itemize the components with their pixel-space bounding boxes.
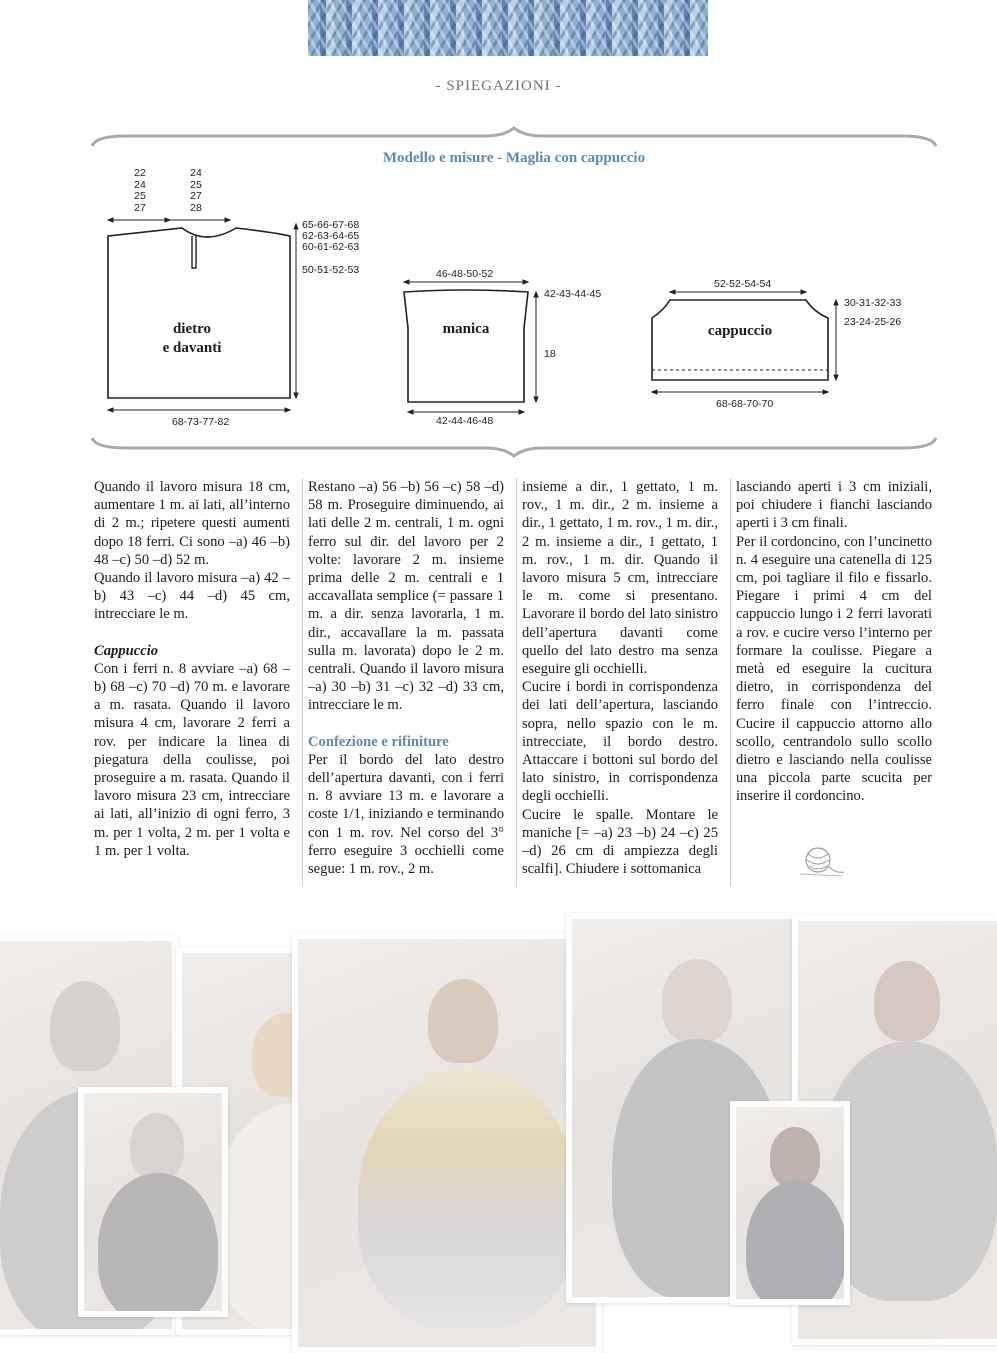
sleeve-outline — [404, 290, 528, 402]
shoulder-size: 27 — [134, 201, 146, 214]
sleeve-piece-label: manica — [442, 321, 490, 337]
paragraph: lasciando aperti i 3 cm iniziali, poi chiudere i fianchi lasciando aperti i 3 cm finali. — [736, 479, 932, 532]
shoulder-size: 22 — [134, 167, 146, 179]
paragraph: Restano –a) 56 –b) 56 –c) 58 –d) 58 m. Proseguire diminuendo, ai lati delle 2 m. centrali, 1 m. ogni ferro sul dir. del lavoro per 2 volte: lavorare 2 m. insieme prima delle 2 m. centrali e 1 accavallata semplice (= passare 1 m. a dir. senza lavorarla, 1 m. dir., accavallare la m. passata sulla m. lavorata) dopo le 2 m. centrali. Quando il lavoro misura –a) 30 –b) 31 –c) 32 –d) 33 cm, intrecciare le m. — [308, 479, 504, 714]
paragraph: Con i ferri n. 8 avviare –a) 68 –b) 68 –c) 70 –d) 70 m. e lavorare a m. rasata. Quando il lavoro misura 4 cm, lavorare 2 ferri a rov. per indicare la linea di piegatura della coulisse, poi proseguire a m. rasata. Quando il lavoro misura 23 cm, intrecciare ai lati, all’inizio di ogni ferro, 3 m. per 1 volta, 2 m. per 1 volta e 1 m. per 1 volta. — [94, 660, 290, 859]
sleeve-top-width: 46-48-50-52 — [436, 268, 494, 280]
body-width: 68-73-77-82 — [172, 416, 230, 428]
shoulder-size: 25 — [134, 190, 146, 202]
neck-sizes — [182, 168, 210, 214]
section-heading: - SPIEGAZIONI - — [435, 78, 562, 94]
model-photo — [730, 1101, 850, 1305]
body-armhole: 50-51-52-53 — [302, 264, 360, 276]
text-column-2 — [308, 478, 504, 888]
paragraph: Cucire i bordi in corrispondenza dei lati dell’apertura, lasciando sopra, nello spazio con le m. intrecciate, il bordo destro. Attaccare i bottoni sul bordo del lato sinistro, in corrispondenza degli occhielli. — [522, 679, 718, 805]
hood-piece-label: cappuccio — [707, 323, 773, 339]
column-divider — [302, 478, 303, 886]
body-neck-depth-1: 62-63-64-65 — [302, 230, 360, 242]
column-divider — [730, 478, 731, 886]
neck-size: 25 — [190, 178, 202, 191]
sleeve-cuff: 18 — [544, 348, 556, 360]
text-column-1 — [94, 478, 290, 888]
yarn-ball-icon — [796, 842, 848, 882]
photo-collage — [0, 905, 997, 1353]
sleeve-bottom-width: 42-44-46-48 — [436, 415, 494, 427]
paragraph: insieme a dir., 1 gettato, 1 m. rov., 1 m. dir., 2 m. insieme a dir., 1 gettato, 1 m. rov., 1 m. dir., 2 m. insieme a dir., 1 gettato, 1 m. rov., 1 m. dir. Quando il lavoro misura 5 cm, intrecciare le m. come si presentano. Lavorare il bordo del lato sinistro dell’apertura davanti come quello del lato destro ma senza eseguire gli occhielli. — [522, 479, 718, 678]
text-column-3 — [522, 478, 718, 888]
diagram-title: Modello e misure - Maglia con cappuccio — [382, 150, 646, 166]
body-piece-label: dietro e davanti — [162, 321, 222, 356]
paragraph: Per il cordoncino, con l’uncinetto n. 4 eseguire una catenella di 125 cm, poi tagliare il filo e fissarlo. Piegare i primi 4 cm del cappuccio lungo i 2 ferri lavorati a rov. e cucire verso l’interno per formare la coulisse. Piegare a metà ed eseguire la cucitura dietro, in corrispondenza del ferro finale con l’intreccio. Cucire il cappuccio attorno allo scollo, centrandolo sullo scollo dietro e lasciando nella coulisse una piccola parte scucita per inserire il cordoncino. — [736, 533, 932, 805]
diagram-drawing — [86, 124, 942, 460]
subheading-cappuccio: Cappuccio — [94, 642, 159, 659]
hood-top-width: 52-52-54-54 — [714, 278, 772, 290]
neck-size: 24 — [190, 167, 202, 179]
paragraph: Quando il lavoro misura –a) 42 –b) 43 –c) 44 –d) 45 cm, intrecciare le m. — [94, 570, 290, 623]
diagram-box — [86, 124, 942, 460]
shoulder-sizes — [126, 168, 154, 214]
paragraph: Quando il lavoro misura 18 cm, aumentare 1 m. ai lati, all’interno di 2 m.; ripetere questi aumenti dopo 18 ferri. Ci sono –a) 46 –b) 48 –c) 50 –d) 52 m. — [94, 479, 290, 568]
shoulder-size: 24 — [134, 178, 146, 191]
text-column-4 — [736, 478, 932, 888]
hood-side: 23-24-25-26 — [844, 316, 902, 328]
sleeve-length: 42-43-44-45 — [544, 288, 602, 300]
neck-size: 27 — [190, 190, 202, 202]
column-divider — [516, 478, 517, 886]
paragraph: Cucire le spalle. Montare le maniche [= –a) 23 –b) 24 –c) 25 –d) 26 cm di ampiezza degli scalfi]. Chiudere i sottomanica — [522, 806, 718, 878]
neck-size: 28 — [190, 201, 202, 214]
instructions-columns — [88, 478, 940, 888]
body-piece-outline — [108, 228, 290, 398]
body-neck-depth-2: 60-61-62-63 — [302, 241, 360, 253]
model-photo — [292, 933, 602, 1353]
body-total-length: 65-66-67-68 — [302, 219, 360, 231]
sleeve-dimension-lines — [404, 280, 538, 414]
hood-height: 30-31-32-33 — [844, 297, 902, 309]
subheading-confezione: Confezione e rifiniture — [308, 733, 449, 750]
hood-bottom-width: 68-68-70-70 — [716, 398, 774, 410]
knit-texture-banner — [308, 0, 708, 56]
paragraph: Per il bordo del lato destro dell’apertura davanti, con i ferri n. 8 avviare 13 m. e lavorare a coste 1/1, iniziando e terminando con 1 m. rov. Nel corso del 3° ferro eseguire 3 occhielli come segue: 1 m. rov., 2 m. — [308, 751, 504, 878]
body-dimension-lines — [108, 218, 298, 412]
model-photo — [78, 1087, 228, 1317]
